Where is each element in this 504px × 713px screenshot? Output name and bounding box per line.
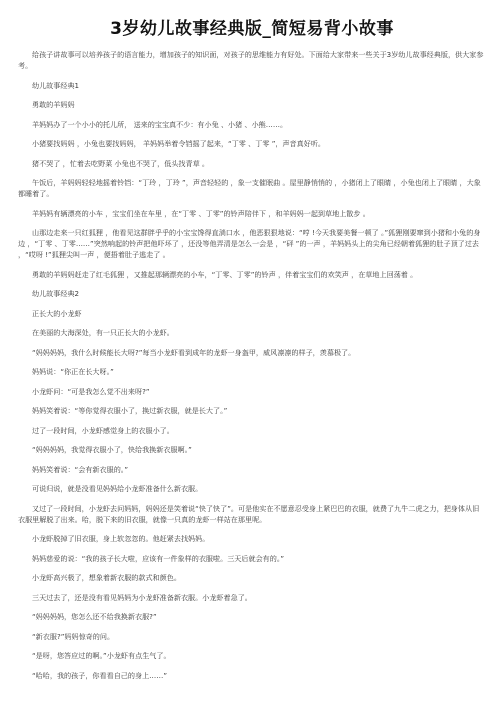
paragraph: 猪不哭了 ，忙着去吃野菜 小兔也不哭了，低头找青草 。 (32, 158, 210, 168)
paragraph: 勇敢的羊妈妈赶走了红毛狐狸 ，又推起那辆漂亮的小车，“丁零、丁零”的铃声 ，伴着宝宝们的欢笑声 ，在草地上回荡着 。 (32, 269, 418, 279)
paragraph: 妈妈笑着说：“会有新衣服的。” (32, 464, 129, 474)
paragraph: “妈妈妈妈，您怎么还不给我换新衣服?” (32, 612, 157, 621)
paragraph: “哈哈，我的孩子，你看看自己的身上……” (32, 670, 168, 680)
paragraph: 勇敢的羊妈妈 (32, 100, 75, 109)
paragraph: 又过了一段时间，小龙虾去问妈妈，妈妈还是笑着说“快了快了”。可是他实在不愿意忍受身上紧巴巴的衣服，就费了九牛二虎之力，把身体从旧衣服里解脱了出来。哈，脱下来的旧衣服，就像一只真的龙虾一样站在那里呢。 (18, 503, 480, 524)
paragraph: 过了一段时间，小龙虾感觉身上的衣服小了。 (32, 425, 174, 435)
paragraph: 山那边走来一只红狐狸 ，他看见这群胖乎乎的小宝宝馋得直淌口水 ，他恶狠狠地说：“哼 !今天我要美餐一顿了 。”狐狸刚要窜到小猪和小兔的身边 ，“丁零 、丁零……”突然响起的铃声把他吓坏了 ，还没等他弄清是怎么一会是 ，“砰 ”的一声 ，羊妈妈头上的尖角已经朝着狐狸的肚子顶了过去 ，“哎呀 !”狐狸尖叫一声 ，便捂着肚子逃走了 。 (18, 228, 481, 259)
paragraph: 小龙虾问：“可是我怎么觉不出来呀?” (32, 386, 150, 396)
paragraph: 羊妈妈办了一个小小的托儿所， 送来的宝宝真不少：有小兔 、小猪 、小熊……。 (32, 119, 288, 129)
paragraph: 小龙虾高兴极了，想象着新衣服的款式和颜色。 (32, 573, 181, 582)
paragraph: 可说归说，就是没看见妈妈给小龙虾准备什么新衣服。 (32, 484, 203, 493)
paragraph: 小猪要找妈妈 ，小兔也要找妈妈， 羊妈妈举着令铛摇了起来，“丁零 、丁零 ”，声音真好听。 (32, 139, 326, 148)
paragraph: 羊妈妈有辆漂亮的小车 ，宝宝们坐在车里 ，在“丁零 、丁零”的铃声陪伴下 ，和羊妈妈一起到草地上散步 。 (32, 208, 370, 218)
page-title: 3岁幼儿故事经典版_简短易背小故事 (110, 19, 394, 39)
paragraph: 正长大的小龙虾 (32, 308, 82, 318)
paragraph: 幼儿故事经典2 (32, 289, 80, 298)
paragraph: 在美丽的大海深处，有一只正长大的小龙虾。 (32, 328, 174, 337)
paragraph: 妈妈说：“你正在长大呀。” (32, 367, 114, 376)
paragraph: 三天过去了，还是没有看见妈妈为小龙虾准备新衣服。小龙虾着急了。 (32, 592, 252, 602)
document-body (18, 49, 486, 681)
paragraph: 妈妈笑着说：“等你觉得衣服小了，换过新衣服，就是长大了。” (32, 406, 228, 415)
paragraph: 妈妈慈爱的说：“我的孩子长大啦，应该有一件象样的衣服啦。三天后就会有的。” (32, 553, 285, 563)
paragraph: “妈妈妈妈，我觉得衣服小了，快给我换新衣服啊。” (32, 445, 192, 454)
paragraph: “妈妈妈妈，我什么时候能长大呀?”每当小龙虾看到成年的龙虾一身盔甲，威风凛凛的样子，羡慕极了。 (32, 347, 356, 357)
paragraph: 给孩子讲故事可以培养孩子的语言能力，增加孩子的知识面，对孩子的思维能力有好处。下面给大家带来一些关于3岁幼儿故事经典版，供大家参考。 (18, 50, 484, 70)
paragraph: 小龙虾脱掉了旧衣服，身上软忽忽的。他赶紧去找妈妈。 (32, 534, 210, 543)
paragraph: 幼儿故事经典1 (32, 80, 80, 90)
paragraph: 午饭后，羊妈妈轻轻地摇着铃铛：“丁玲 ，丁玲 ”，声音轻轻的 ，象一支催眠曲 。屋里静悄悄的 ，小猪闭上了眼睛 ，小兔也闭上了眼睛 ，大象都睡着了。 (18, 178, 481, 198)
paragraph: “新衣服?”妈妈惊奇的问。 (32, 631, 115, 641)
paragraph: “是呀，您答应过的啊。”小龙虾有点生气了。 (32, 651, 171, 660)
